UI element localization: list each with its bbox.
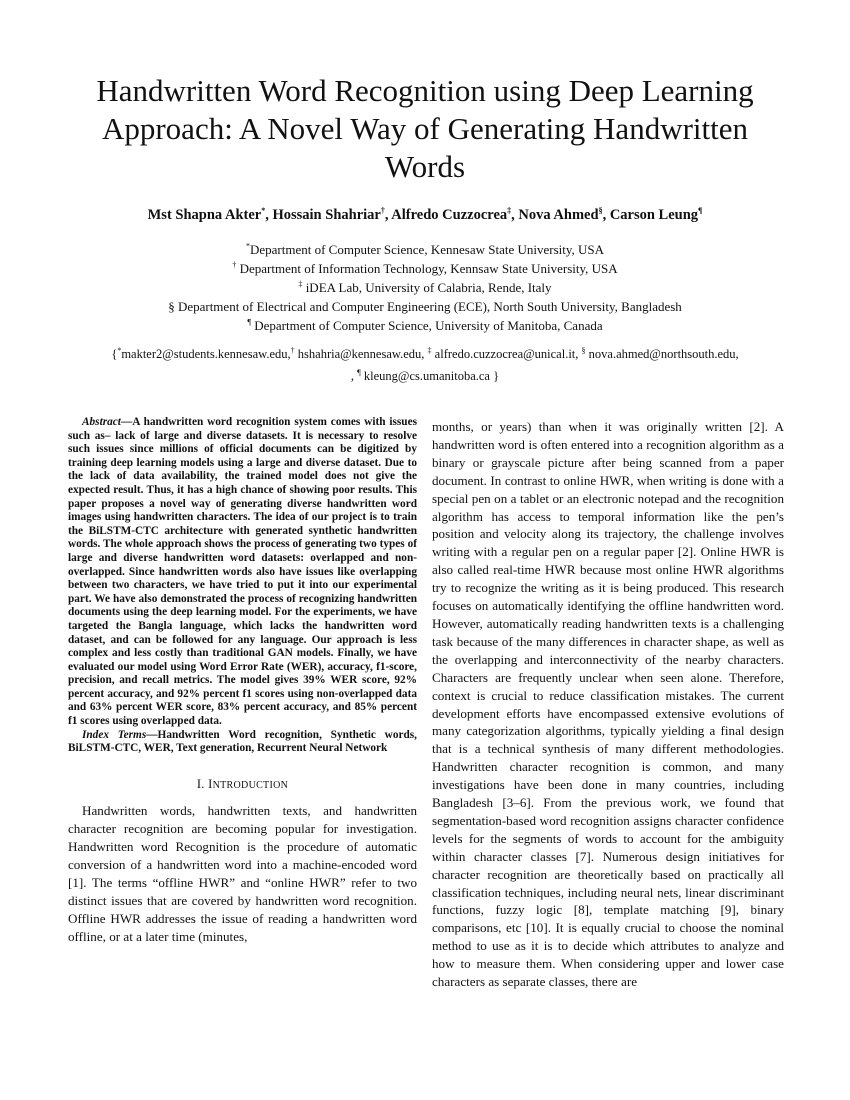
affiliation	[40, 297, 810, 316]
index-terms-dash: —	[146, 728, 158, 741]
author-name: Carson Leung	[609, 207, 699, 223]
paper-title: Handwritten Word Recognition using Deep Learning Approach: A Novel Way of Generating Handwritten Words	[96, 73, 754, 184]
affiliation-mark: ‡	[298, 279, 303, 289]
intro-paragraph-continued: months, or years) than when it was originally written [2]. A handwritten word is often entered into a recognition algorithm as a binary or grayscale picture after being scanned from a paper document. In contrast to online HWR, when writing is done with a special pen on a tablet or an electronic notepad and the recognition algorithm has access to temporal information like the pen’s position and velocity along its trajectory, the challenge involves writing with a regular pen on a regular paper [2]. Online HWR is also called real-time HWR because most online HWR algorithms try to recognize the writing as it is being produced. This research focuses on automatically identifying the offline handwritten word. However, automatically reading handwritten texts is a challenging task because of the many differences in character shape, as well as the overlapping and interconnectivity of the nearby characters. Characters are frequently unclear when seen alone. Therefore, context is crucial to reduce classification mistakes. The current development efforts have encompassed extensive evolutions of many categorization algorithms, typically yielding a final design that is a technical synthesis of many different methodologies. Handwritten character recognition is common, and many investigations have been done in many countries, including Bangladesh [3–6]. From the previous work, we found that segmentation-based word recognition assigns character confidence levels for the segments of words to account for the ambiguity within character classes [7]. Numerous design initiatives for character recognition are theoretically based on practically all classification techniques, including neural nets, linear discriminant functions, fuzzy logic [8], template matching [9], binary comparisons, etc [10]. It is equally crucial to choose the nominal method to use as it is to decide which attributes to analyze and how to measure them. When considering upper and lower case characters as separate classes, there are	[432, 419, 784, 990]
abstract	[68, 416, 417, 729]
affiliation-mark: §	[168, 299, 175, 314]
affiliation-mark: ¶	[247, 317, 251, 327]
email-mark: *	[117, 345, 122, 355]
author-list: Mst Shapna Akter*, Hossain Shahriar†, Alfredo Cuzzocrea‡, Nova Ahmed§, Carson Leung¶	[147, 206, 703, 223]
affiliation-text: Department of Information Technology, Kennsaw State University, USA	[239, 261, 618, 276]
affiliation-text: iDEA Lab, University of Calabria, Rende, Italy	[305, 280, 552, 295]
section-numeral: I.	[196, 776, 205, 791]
affiliation	[40, 240, 810, 259]
email-address: nova.ahmed@northsouth.edu,	[588, 347, 739, 361]
affiliation-text: Department of Computer Science, University of Manitoba, Canada	[254, 318, 603, 333]
affiliation-text: Department of Computer Science, Kennesaw State University, USA	[249, 242, 605, 257]
comma: ,	[350, 369, 355, 383]
author-mark: ¶	[698, 206, 703, 216]
email-mark: ¶	[357, 367, 361, 377]
email-address: kleung@cs.umanitoba.ca	[363, 369, 490, 383]
affiliation	[40, 316, 810, 335]
index-terms-label: Index Terms	[82, 728, 147, 741]
index-terms-text: Handwritten Word recognition, Synthetic words, BiLSTM-CTC, WER, Text generation, Recurrent Neural Network	[68, 728, 417, 755]
email-address: hshahria@kennesaw.edu,	[297, 347, 425, 361]
right-column	[432, 418, 784, 991]
email-address: alfredo.cuzzocrea@unical.it,	[434, 347, 579, 361]
affiliation	[40, 278, 810, 297]
affiliation-mark: †	[232, 260, 237, 270]
section-initial: I	[208, 776, 213, 791]
section-title-rest: NTRODUCTION	[212, 779, 289, 791]
email-mark: ‡	[427, 345, 432, 355]
brace-open: {	[111, 347, 118, 361]
abstract-dash: —	[120, 416, 133, 428]
author-name: Nova Ahmed	[518, 207, 599, 223]
abstract-text: A handwritten word recognition system comes with issues such as– lack of large and diverse datasets. It is necessary to resolve such issues since millions of official documents can be digitized by training deep learning models using a large and diverse dataset. Due to the lack of data availability, the trained model does not give the expected result. Thus, it has a high chance of showing poor results. This paper proposes a novel way of generating diverse handwritten word images using handwritten characters. The idea of our project is to train the BiLSTM-CTC architecture with generated synthetic handwritten words. The whole approach shows the process of generating two types of large and diverse handwritten word datasets: overlapped and non-overlapped. Since handwritten words also have issues like overlapping between two characters, we have tried to put it into our experimental part. We have also demonstrated the process of recognizing handwritten documents using the deep learning model. For the experiments, we have targeted the Bangla language, which lacks the handwritten word dataset, and can be followed for any language. Our approach is less complex and less costly than traditional GAN models. Finally, we have evaluated our model using Word Error Rate (WER), accuracy, f1-score, precision, and recall metrics. The model gives 39% WER score, 92% percent accuracy, and 92% percent f1 scores using non-overlapped data and 63% percent WER score, 83% percent accuracy, and 85% percent f1 scores using overlapped data.	[68, 416, 417, 728]
author-mark: †	[380, 206, 385, 216]
author-name: Hossain Shahriar	[272, 207, 381, 223]
author-mark: ‡	[507, 206, 512, 216]
email-mark: §	[581, 345, 586, 355]
email-list	[40, 343, 810, 387]
brace-close: }	[493, 369, 500, 383]
email-mark: †	[290, 345, 295, 355]
intro-paragraph: Handwritten words, handwritten texts, and handwritten character recognition are becoming popular for investigation. Handwritten word Recognition is the procedure of automatic conversion of a handwritten word into a machine-encoded word [1]. The terms “offline HWR” and “online HWR” refer to two distinct issues that are covered by handwritten word recognition. Offline HWR addresses the issue of reading a handwritten word offline, or at a later time (minutes,	[68, 803, 417, 944]
left-column	[68, 416, 417, 946]
author-mark: *	[261, 206, 266, 216]
email-line	[40, 365, 810, 387]
affiliation-mark: *	[245, 241, 250, 251]
abstract-label: Abstract	[82, 416, 121, 428]
author-name: Mst Shapna Akter	[147, 207, 262, 223]
index-terms	[68, 729, 417, 756]
email-address: makter2@students.kennesaw.edu,	[121, 347, 291, 361]
affiliation-list	[40, 240, 810, 335]
author-mark: §	[598, 206, 603, 216]
email-line	[40, 343, 810, 365]
author-name: Alfredo Cuzzocrea	[391, 207, 508, 223]
affiliation	[40, 259, 810, 278]
affiliation-text: Department of Electrical and Computer Engineering (ECE), North South University, Bangladesh	[177, 299, 682, 314]
section-heading	[68, 778, 417, 793]
